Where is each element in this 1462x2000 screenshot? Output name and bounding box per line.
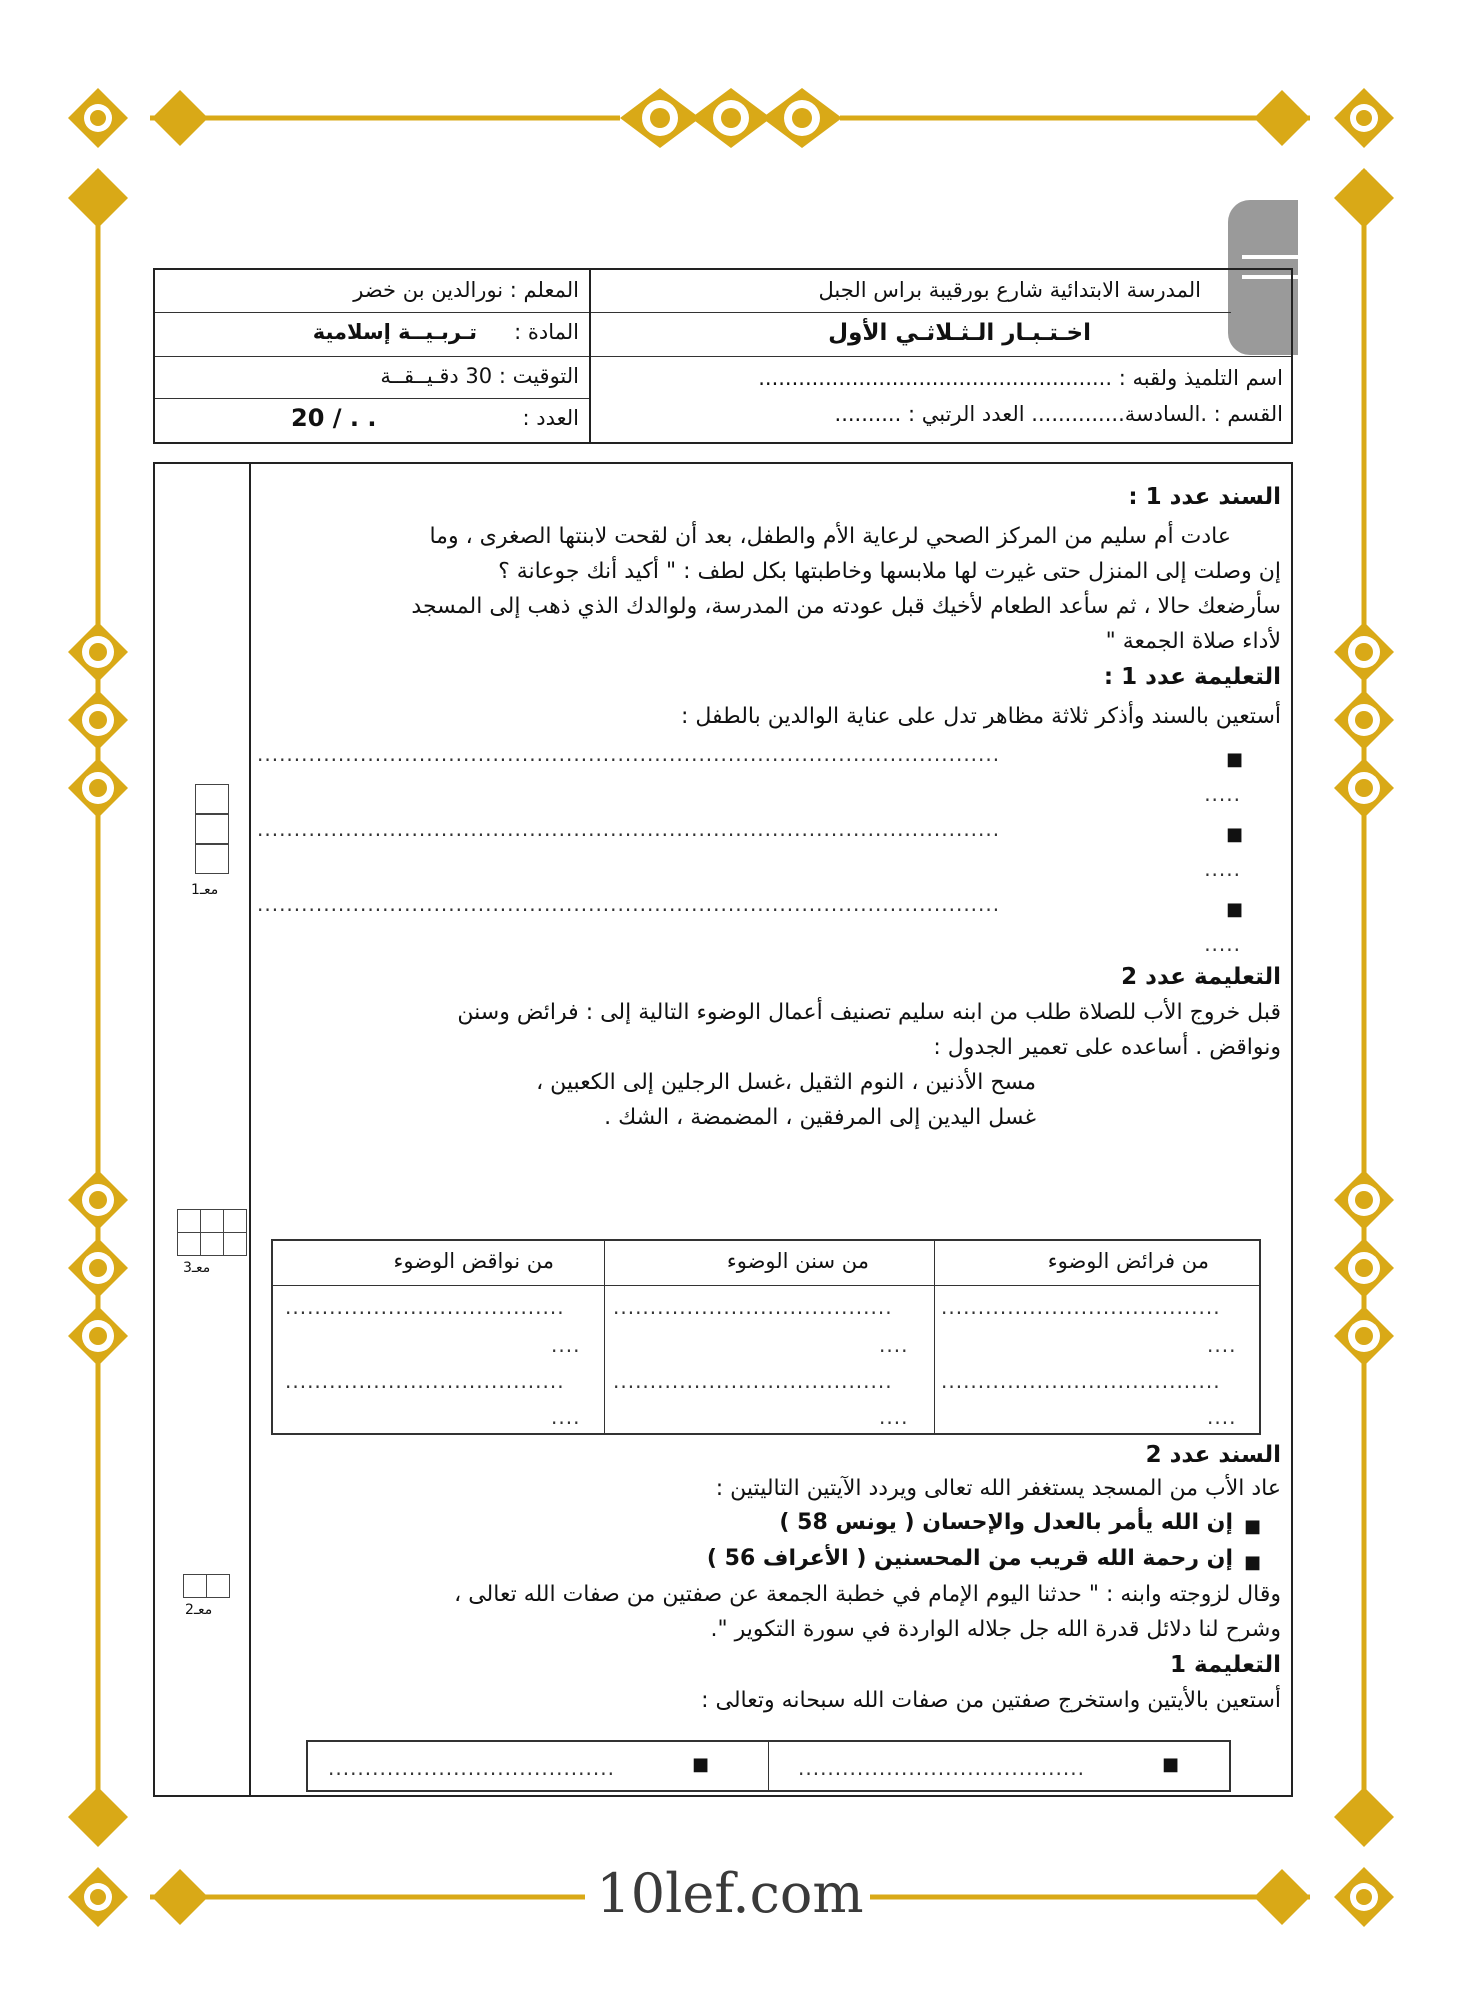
table-header: من فرائض الوضوء [1047, 1249, 1209, 1273]
answer-line-tail: ..... [1204, 857, 1241, 881]
score-box [195, 784, 229, 814]
score-box [183, 1574, 207, 1598]
verse-1: إن الله يأمر بالعدل والإحسان ( يونس 58 ) [779, 1510, 1233, 1535]
score-box [223, 1209, 247, 1233]
subject-value: تـربـيــة إسلامية [312, 320, 477, 344]
teacher-name: المعلم : نورالدين بن خضر [353, 278, 579, 302]
table-cell: ...................................... [613, 1295, 893, 1319]
table-cell: ...................................... [941, 1369, 1221, 1393]
table-header: من نواقض الوضوء [393, 1249, 554, 1273]
top-ornament [620, 88, 842, 148]
sanad-1-line: سأرضعك حالا ، ثم سأعد الطعام لأخيك قبل عودته من المدرسة، ولوالدك الذي ذهب إلى المسجد [411, 594, 1281, 619]
task-2-title: التعليمة عدد 2 [1121, 964, 1281, 990]
watermark: 10lef.com [596, 1862, 864, 1925]
sanad-1-line: لأداء صلاة الجمعة " [1105, 629, 1281, 654]
task-2-line: قبل خروج الأب للصلاة طلب من ابنه سليم تصنيف أعمال الوضوء التالية إلى : فرائض وسنن [457, 1000, 1281, 1025]
table-cell: ...................................... [285, 1295, 565, 1319]
answer-line-tail: ..... [1204, 782, 1241, 806]
score-box [200, 1209, 224, 1233]
score-box [195, 814, 229, 844]
score-box [195, 844, 229, 874]
exam-title: اخـتـبـار الـثـلاثـي الأول [828, 320, 1091, 346]
score-box [200, 1232, 224, 1256]
answer-line: ..................................................................................................... [257, 742, 1001, 766]
task-3-text: أستعين بالأيتين واستخرج صفتين من صفات الله سبحانه وتعالى : [701, 1688, 1281, 1713]
task-2-line: ونواقض . أساعده على تعمير الجدول : [933, 1035, 1281, 1060]
sanad-2-line: وشرح لنا دلائل قدرة الله جل جلاله الواردة في سورة التكوير ". [710, 1617, 1281, 1642]
answer-line: ....................................... [328, 1756, 615, 1780]
score-gutter [155, 464, 251, 1795]
table-cell: ...................................... [285, 1369, 565, 1393]
answer-line: ..................................................................................................... [257, 892, 1001, 916]
bullet-icon: ■ [691, 1754, 709, 1775]
class-rank-field: القسم : .السادسة.............. العدد الرتبي : .......... [834, 402, 1283, 426]
table-header: من سنن الوضوء [726, 1249, 869, 1273]
table-cell: .... [1207, 1405, 1237, 1429]
score-box [223, 1232, 247, 1256]
grade-label: العدد : [522, 406, 579, 430]
bullet-icon: ■ [1225, 824, 1243, 845]
table-cell: ...................................... [941, 1295, 1221, 1319]
exam-body [153, 462, 1293, 1797]
header-right-panel [591, 270, 1291, 442]
table-cell: ...................................... [613, 1369, 893, 1393]
answer-box [306, 1740, 1231, 1792]
sanad-2-intro: عاد الأب من المسجد يستغفر الله تعالى ويردد الآيتين التاليتين : [715, 1476, 1281, 1501]
student-name-field: اسم التلميذ ولقبه : ..................................................... [758, 366, 1283, 390]
sanad-1-line: إن وصلت إلى المنزل حتى غيرت لها ملابسها وخاطبتها بكل لطف : " أكيد أنك جوعانة ؟ [498, 559, 1281, 584]
score-box [206, 1574, 230, 1598]
sanad-1-title: السند عدد 1 : [1128, 484, 1281, 510]
sanad-2-line: وقال لزوجته وابنه : " حدثنا اليوم الإمام في خطبة الجمعة عن صفتين من صفات الله تعالى ، [454, 1582, 1281, 1607]
exam-header [153, 268, 1293, 444]
score-label-3: معـ3 [183, 1260, 211, 1276]
score-box [177, 1232, 201, 1256]
task-2-line: غسل اليدين إلى المرفقين ، المضمضة ، الشك . [604, 1105, 1036, 1130]
bullet-icon: ■ [1161, 1754, 1179, 1775]
grade-value: 20 / . . [291, 404, 377, 432]
table-cell: .... [551, 1333, 581, 1357]
bullet-icon: ■ [1243, 1516, 1261, 1537]
task-1-text: أستعين بالسند وأذكر ثلاثة مظاهر تدل على عناية الوالدين بالطفل : [680, 704, 1281, 729]
sanad-2-title: السند عدد 2 [1145, 1442, 1281, 1468]
table-cell: .... [879, 1333, 909, 1357]
school-name: المدرسة الابتدائية شارع بورقيبة براس الجبل [818, 278, 1201, 302]
sanad-1-line: عادت أم سليم من المركز الصحي لرعاية الأم والطفل، بعد أن لقحت لابنتها الصغرى ، وما [429, 524, 1231, 549]
task-2-line: مسح الأذنين ، النوم الثقيل ،غسل الرجلين إلى الكعبين ، [536, 1070, 1036, 1095]
table-cell: .... [879, 1405, 909, 1429]
verse-2: إن رحمة الله قريب من المحسنين ( الأعراف 56 ) [706, 1546, 1233, 1571]
score-label-2: معـ2 [185, 1602, 213, 1618]
answer-line: ..................................................................................................... [257, 817, 1001, 841]
bullet-icon: ■ [1225, 749, 1243, 770]
answer-line: ....................................... [798, 1756, 1085, 1780]
exam-duration: التوقيت : 30 دقـيــقــة [380, 364, 579, 388]
table-cell: .... [551, 1405, 581, 1429]
score-box [177, 1209, 201, 1233]
bullet-icon: ■ [1225, 899, 1243, 920]
score-label-1: معـ1 [191, 882, 219, 898]
task-3-title: التعليمة 1 [1169, 1652, 1281, 1678]
task-1-title: التعليمة عدد 1 : [1103, 664, 1281, 690]
exam-content [251, 464, 1291, 1795]
header-left-panel [155, 270, 591, 442]
answer-line-tail: ..... [1204, 932, 1241, 956]
subject-label: المادة : [514, 320, 579, 344]
wudu-table [271, 1239, 1261, 1435]
bullet-icon: ■ [1243, 1552, 1261, 1573]
table-cell: .... [1207, 1333, 1237, 1357]
